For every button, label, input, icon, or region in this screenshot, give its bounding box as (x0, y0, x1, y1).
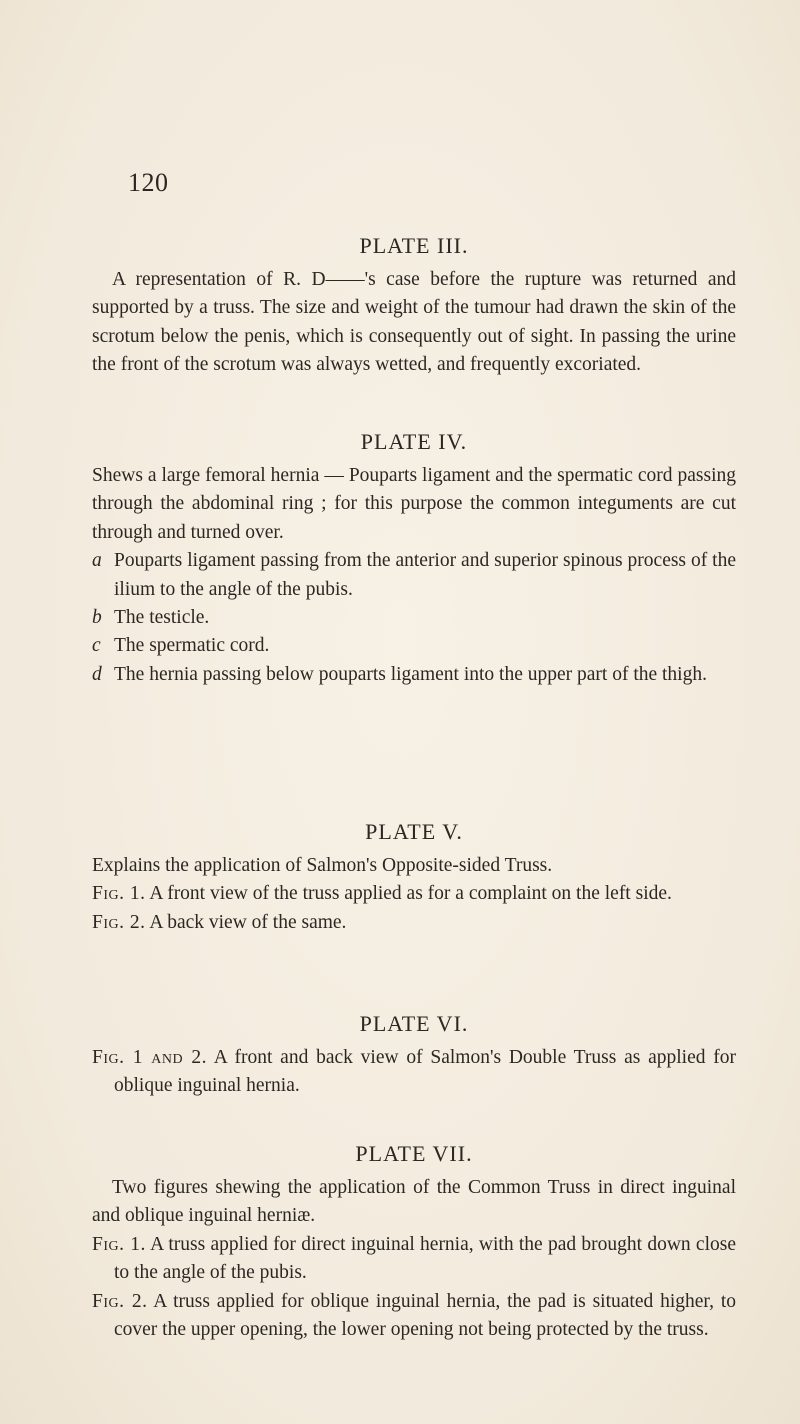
fig-text: A back view of the same. (149, 911, 347, 933)
fig-label: Fig. 1. (92, 883, 146, 905)
plate-iv-item-a (92, 547, 736, 604)
item-key: a (92, 550, 102, 572)
item-text: Pouparts ligament passing from the anterior and superior spinous process of the ilium to the angle of the pubis. (114, 550, 736, 600)
fig-label: Fig. 1. (92, 1233, 146, 1255)
plate-iv-item-b (92, 604, 736, 632)
plate-iii-section (92, 232, 736, 380)
plate-v-title: PLATE V. (365, 819, 463, 844)
fig-label: Fig. 1 and 2. (92, 1047, 208, 1068)
item-key: b (92, 607, 102, 629)
fig-text: A truss applied for direct inguinal hernia, with the pad brought down close to the angle of the pubis. (114, 1233, 736, 1284)
plate-vi-title: PLATE VI. (359, 1011, 469, 1036)
plate-iv-title: PLATE IV. (360, 429, 468, 454)
plate-v-fig-2 (92, 909, 736, 937)
plate-vii-section (92, 1140, 736, 1344)
page-number: 120 (128, 168, 169, 197)
plate-iii-description: A representation of R. D——'s case before the rupture was returned and supported by a truss. The size and weight of the tumour had drawn the skin of the scrotum below the penis, which is consequently out of sight. In passing the urine the front of the scrotum was always wetted, and frequently excoriated. (92, 269, 736, 376)
fig-label: Fig. 2. (92, 1290, 148, 1312)
fig-text: A truss applied for oblique inguinal hernia, the pad is situated higher, to cover the upper opening, the lower opening not being protected by the truss. (114, 1290, 736, 1341)
item-text: The spermatic cord. (114, 635, 270, 657)
plate-iv-description: Shews a large femoral hernia — Pouparts ligament and the spermatic cord passing through the abdominal ring ; for this purpose the common integuments are cut through and turned over. (92, 465, 736, 543)
plate-v-fig-1 (92, 880, 736, 908)
fig-label: Fig. 2. (92, 911, 146, 933)
plate-v-section (92, 818, 736, 937)
plate-iv-item-c (92, 632, 736, 660)
plate-v-description: Explains the application of Salmon's Opposite-sided Truss. (92, 855, 553, 876)
plate-vii-fig-2 (92, 1288, 736, 1345)
plate-vii-title: PLATE VII. (355, 1141, 473, 1166)
plate-iv-section (92, 428, 736, 689)
fig-text: A front and back view of Salmon's Double Truss as applied for oblique inguinal hernia. (114, 1047, 736, 1097)
fig-text: A front view of the truss applied as for a complaint on the left side. (149, 883, 672, 905)
plate-iii-title: PLATE III. (359, 233, 469, 258)
plate-vi-section (92, 1010, 736, 1101)
item-text: The testicle. (114, 607, 210, 629)
plate-vii-description: Two figures shewing the application of the Common Truss in direct inguinal and oblique inguinal herniæ. (92, 1177, 736, 1227)
plate-vii-fig-1 (92, 1231, 736, 1288)
item-key: d (92, 663, 102, 685)
item-text: The hernia passing below pouparts ligament into the upper part of the thigh. (114, 663, 707, 685)
item-key: c (92, 635, 101, 657)
plate-iv-item-d (92, 661, 736, 689)
plate-vi-fig-1-2 (92, 1044, 736, 1101)
